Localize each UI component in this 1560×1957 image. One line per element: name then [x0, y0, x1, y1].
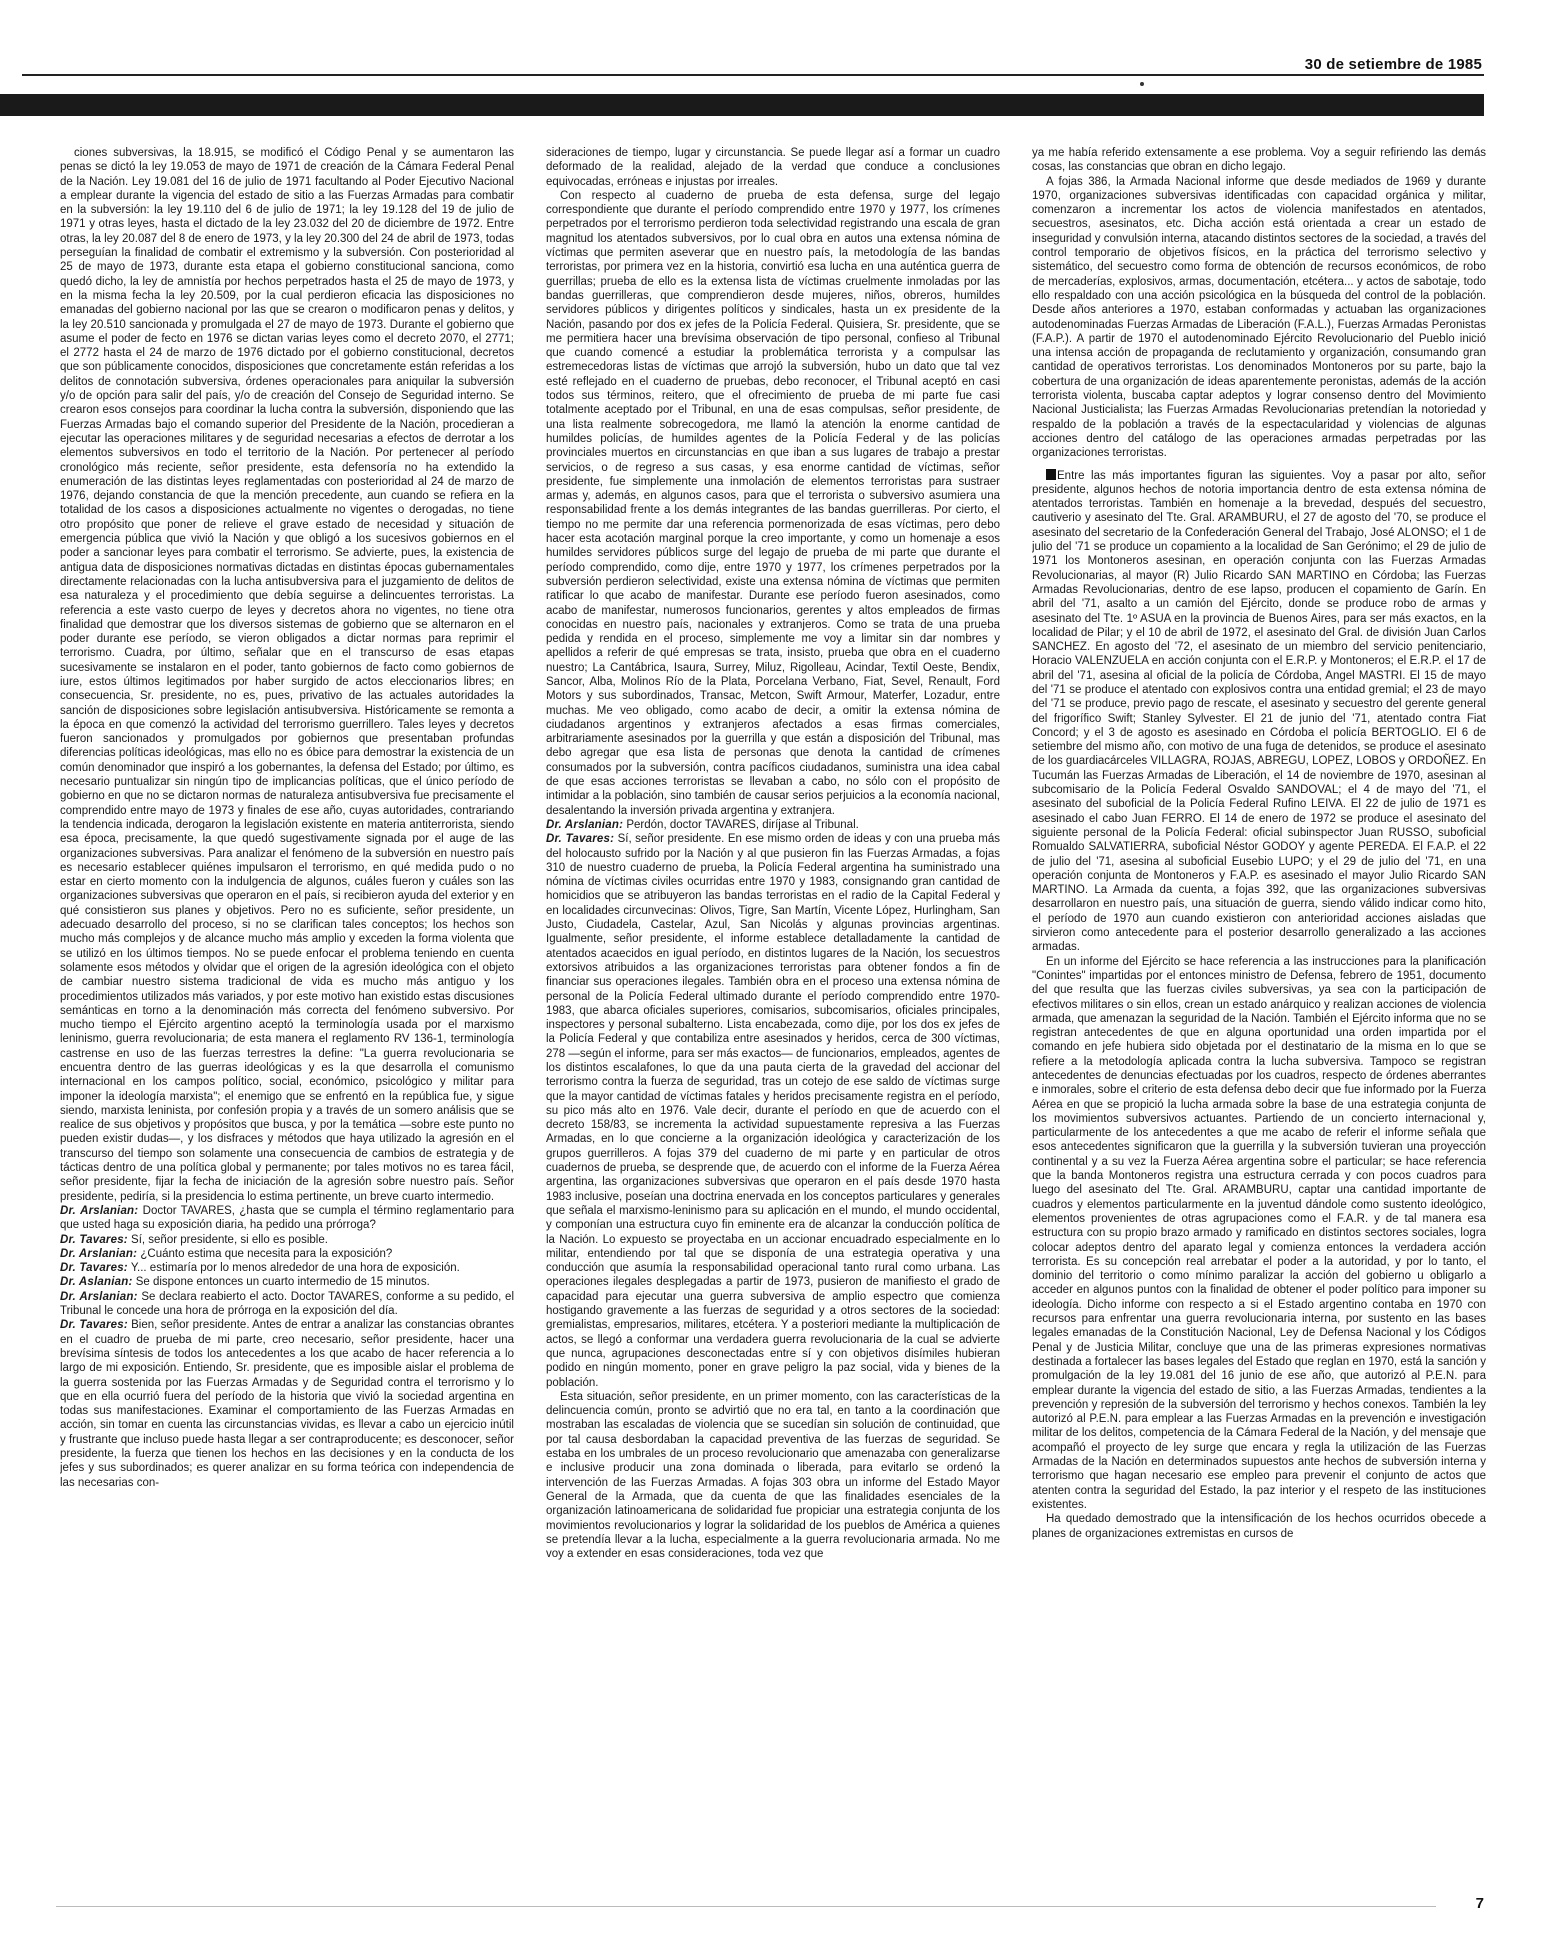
paragraph-text: Con respecto al cuaderno de prueba de esta defensa, surge del legajo correspondiente que durante el período comprendido entre 1970 y 1977, los crímenes perpetrados por el terrorismo perdieron toda selectividad registrando una escala de gran magnitud los atentados subversivos, por lo cual obra en autos una extensa nómina de víctimas que permiten aseverar que en nuestro país, la metodología de las bandas terroristas, por primera vez en la historia, convirtió esa lucha en una auténtica guerra de guerrillas; prueba de ello es la extensa lista de víctimas cruelmente inmoladas por las bandas guerrilleras, que comprendieron desde mujeres, niños, obreros, humildes servidores públicos y dirigentes políticos y sindicales, hasta un ex presidente de la Nación, pasando por dos ex jefes de la Policía Federal. Quisiera, Sr. presidente, que se me permitiera hacer una brevísima observación de tipo personal, confieso al Tribunal que cuando comencé a estudiar la problemática terrorista y a compulsar las estremecedoras listas de víctimas que arrojó la subversión, hubo un dato que tal vez esté reflejado en el cuaderno de pruebas, debo reconocer, el Tribunal aceptó en casi todos sus términos, reitero, que el ofrecimiento de prueba de mi parte fue casi totalmente aceptado por el Tribunal, en una de esas compulsas, señor presidente, de una lista realmente sobrecogedora, me llamó la atención la enorme cantidad de humildes policías, de humildes agentes de la Policía Federal y de las policías provinciales muertos en circunstancias en que iban a sus lugares de trabajo a prestar servicios, o de regreso a sus casas, y esa enorme cantidad de víctimas, señor presidente, fue simplemente una inmolación de elementos terroristas para sustraer armas y, además, en algunos casos, para que el terrorista o subversivo asumiera una responsabilidad frente a los demás integrantes de las bandas guerrilleras. Por cierto, el tiempo no me permite dar una referencia pormenorizada de esas víctimas, pero debo hacer esta acotación marginal porque la creo importante, y como un homenaje a esos humildes servidores públicos surge del legajo de prueba de mi parte que durante el período comprendido, como dije, entre 1970 y 1977, los crímenes perpetrados por la subversión perdieron selectividad, existe una extensa nómina de víctimas que permiten ratificar lo que acabo de manifestar. Durante ese período fueron asesinados, como acabo de manifestar, numerosos funcionarios, gerentes y altos empleados de firmas conocidas en nuestro país, nacionales y extranjeros. Como se trata de una prueba pedida y rendida en el proceso, simplemente me voy a limitar sin dar nombres y apellidos a referir de qué empresas se trata, insisto, prueba que obra en el cuaderno nuestro; La Cantábrica, Isaura, Surrey, Miluz, Rigolleau, Acindar, Textil Oeste, Bendix, Sancor, Alba, Molinos Río de la Plata, Porcelana Verbano, Fiat, Sevel, Renault, Ford Motors y sus subordinados, Transac, Metcon, Swift Armour, Materfer, Lozadur, entre muchas. Me veo obligado, como acabo de decir, a omitir la extensa nómina de ciudadanos argentinos y extranjeros afectados a esas firmas comerciales, arbitrariamente asesinados por la guerrilla y que están a disposición del Tribunal, mas debo agregar que esa lista de personas que denota la cantidad de crímenes consumados por la subversión, contra pacíficos ciudadanos, suministra una idea cabal de que esas acciones terroristas se llevaban a cabo, no sólo con el propósito de intimidar a la población, sino también de causar serios perjuicios a la economía nacional, desalentando la inversión privada argentina y extranjera.	[546, 189, 1000, 817]
text-paragraph	[546, 1390, 1000, 1562]
page-header	[0, 56, 1560, 126]
column-3	[1032, 146, 1486, 1886]
text-paragraph	[546, 189, 1000, 818]
dialogue-paragraph	[60, 1275, 514, 1289]
section-marker-icon	[1046, 469, 1056, 480]
dialogue-paragraph	[60, 1290, 514, 1319]
paragraph-text: Esta situación, señor presidente, en un primer momento, con las características de la delincuencia común, pronto se advirtió que no era tal, en tanto a la coordinación que mostraban las escaladas de violencia que se sucedían sin solución de continuidad, que por tal causa desbordaban la capacidad preventiva de las fuerzas de seguridad. Se estaba en los umbrales de un proceso revolucionario que amenazaba con generalizarse e inclusive producir una zona dominada o liberada, para evitarlo se ordenó la intervención de las Fuerzas Armadas. A fojas 303 obra un informe del Estado Mayor General de la Armada, que da cuenta de que las finalidades esenciales de la organización latinoamericana de solidaridad fue propiciar una estrategia conjunta de los movimientos revolucionarios y lograr la solidaridad de los pueblos de América a quienes se pretendía llevar a la lucha, especialmente a la guerra revolucionaria armada. No me voy a extender en esas consideraciones, toda vez que	[546, 1390, 1000, 1561]
text-paragraph	[1032, 146, 1486, 175]
paragraph-text: ¿Cuánto estima que necesita para la exposición?	[140, 1247, 393, 1260]
issue-date: 30 de setiembre de 1985	[1304, 56, 1482, 73]
header-dot	[1140, 82, 1144, 86]
header-bar	[0, 94, 1484, 116]
text-paragraph	[60, 146, 514, 1204]
paragraph-text: En un informe del Ejército se hace referencia a las instrucciones para la planificación "Conintes" impartidas por el entonces ministro de Defensa, febrero de 1951, documento del que resulta que las fuerzas civiles subversivas, ya sea con la participación de efectivos militares o sin ellos, crean un estado anárquico y realizan acciones de violencia armada, que amenazan la seguridad de la Nación. También el Ejército informa que no se registran antecedentes de que en alguna oportunidad una orden impartida por el comando en jefe hubiera sido objetada por el destinatario de la misma en lo que se refiere a la metodología aplicada contra la lucha subversiva. Tampoco se registran antecedentes de denuncias efectuadas por los cuadros, respecto de órdenes aberrantes e inmorales, sobre el criterio de esta defensa debo decir que fue informado por la Fuerza Aérea en que se propició la lucha armada sobre la base de una estrategia conjunta de los movimientos subversivos actuantes. Partiendo de un concierto internacional y, particularmente de los antecedentes a que me acabo de referir el informe señala que esos antecedentes significaron que la guerrilla y la subversión tuvieran una proyección continental y a su vez la Fuerza Aérea argentina sobre el particular; se hace referencia que la banda Montoneros registra una estructura cerrada y con pocos cuadros para luego del asesinato del Tte. Gral. ARAMBURU, captar una cantidad importante de cuadros y elementos particularmente en la juventud dándole como sustento ideológico, elementos provenientes de otras agrupaciones como el F.A.R. y de tal manera esa estructura con su propio brazo armado y ramificado en distintos sectores sociales, logra colocar adeptos dentro del aparato legal y comienza entonces la verdadera acción terrorista. Es su concepción real arrebatar el poder a la autoridad, y por lo tanto, el dominio del territorio o como mínimo paralizar la acción del gobierno u obligarlo a acceder en algunos puntos con la finalidad de obtener el poder político para imponer su ideología. Dicho informe con respecto a si el Estado argentino contaba en 1970 con recursos para enfrentar una guerra revolucionaria interna, por sustento en las bases legales emanadas de la Constitución Nacional, Ley de Defensa Nacional y los Códigos Penal y de Justicia Militar, concluye que una de las primeras expresiones normativas destinada a fortalecer las bases legales del Estado que reglan en 1970, está la sanción y promulgación de la ley 19.081 del 16 junio de ese año, que autorizó al P.E.N. para emplear durante la vigencia del estado de sitio, a las Fuerzas Armadas, tendientes a la prevención y represión de la subversión del terrorismo y hechos conexos. También la ley autorizó al P.E.N. para emplear a las Fuerzas Armadas en la prevención e investigación militar de los delitos, competencia de la Cámara Federal de la Nación, y del mensaje que acompañó el proyecto de ley surge que encara y regla la utilización de las Fuerzas Armadas de la Nación en determinados supuestos ante hechos de subversión interna y terrorismo que hagan necesario ese empleo para prevenir el conjunto de actos que atenten contra la seguridad del Estado, la paz interior y el respeto de las instituciones existentes.	[1032, 955, 1486, 1511]
paragraph-text: Y... estimaría por lo menos alrededor de una hora de exposición.	[130, 1262, 460, 1275]
paragraph-text: Bien, señor presidente. Antes de entrar a analizar las constancias obrantes en el cuadro de prueba de mi parte, creo necesario, señor presidente, hacer una brevísima síntesis de todos los antecedentes a los que acabo de hacer referencia a lo largo de mi exposición. Entiendo, Sr. presidente, que es imposible aislar el problema de la guerra sostenida por las Fuerzas Armadas y de Seguridad contra el terrorismo y lo que en ella ocurrió fuera del período de la historia que vivió la sociedad argentina en todas sus manifestaciones. Examinar el comportamiento de las Fuerzas Armadas en acción, sin tomar en cuenta las circunstancias vividas, es llevar a cabo un ejercicio inútil y frustrante que incluso puede hasta llegar a ser contraproducente; es desconocer, señor presidente, la fuerza que tienen los hechos en las decisiones y en la conducta de los jefes y sus subordinados; es querer analizar en su forma teórica con independencia de las necesarias con-	[60, 1319, 514, 1489]
text-paragraph	[1032, 175, 1486, 461]
speaker-name: Dr. Arslanian:	[60, 1204, 139, 1217]
paragraph-text: Doctor TAVARES, ¿hasta que se cumpla el término reglamentario para que usted haga su exposición diaria, ha pedido una prórroga?	[60, 1204, 514, 1232]
paragraph-text: Perdón, doctor TAVARES, diríjase al Tribunal.	[626, 818, 859, 831]
header-rule	[22, 74, 1484, 76]
paragraph-text: A fojas 386, la Armada Nacional informe que desde mediados de 1969 y durante 1970, organizaciones subversivas identificadas con capacidad orgánica y militar, comenzaron a incrementar los actos de violencia manifestados en atentados, secuestros, asesinatos, etc. Dicha acción está orientada a crear un estado de inseguridad y convulsión interna, atacando distintos sectores de la sociedad, a través del control temporario de objetivos físicos, en la práctica del terrorismo selectivo y sistemático, del secuestro como forma de obtención de recursos económicos, de robo de mercaderías, explosivos, armas, documentación, etcétera... y actos de sabotaje, todo ello respaldado con una acción psicológica en la búsqueda del control de la población. Desde años anteriores a 1970, estaban conformadas y actuaban las organizaciones autodenominadas Fuerzas Armadas de Liberación (F.A.L.), Fuerzas Armadas Peronistas (F.A.P.). A partir de 1970 el autodenominado Ejército Revolucionario del Pueblo inició una intensa acción de propaganda de reclutamiento y organización, consumando gran cantidad de operativos terroristas. Los denominados Montoneros por su parte, bajo la cobertura de una organización de ideas aparentemente peronistas, además de la acción terrorista violenta, buscaba captar adeptos y lograr consenso dentro del Movimiento Nacional Justicialista; las Fuerzas Armadas Revolucionarias pretendían la notoriedad y respaldo de la población a través de la espectacularidad y violencias de algunas acciones dentro del catálogo de las operaciones armadas perpetradas por las organizaciones terroristas.	[1032, 175, 1486, 460]
column-2	[546, 146, 1000, 1886]
text-paragraph	[546, 146, 1000, 189]
column-1	[60, 146, 514, 1886]
dialogue-paragraph	[60, 1233, 514, 1247]
speaker-name: Dr. Tavares:	[546, 833, 615, 846]
article-body	[60, 146, 1484, 1886]
text-paragraph	[1032, 1512, 1486, 1541]
page-number: 7	[1475, 1895, 1484, 1912]
paragraph-text: Entre las más importantes figuran las siguientes. Voy a pasar por alto, señor presidente, algunos hechos de notoria importancia dentro de esta extensa nómina de atentados terroristas. También en homenaje a la brevedad, después del secuestro, cautiverio y asesinato del Tte. Gral. ARAMBURU, el 27 de agosto del '70, se produce el asesinato del secretario de la Confederación General del Trabajo, José ALONSO; el 1 de julio del '71 se produce un copamiento a la localidad de San Gerónimo; el 29 de julio de 1971 los Montoneros asesinan, en operación conjunta con las Fuerzas Armadas Revolucionarias, al mayor (R) Julio Ricardo SAN MARTINO en Córdoba; las Fuerzas Armadas Revolucionarias, dentro de ese lapso, producen el copamiento de Garín. En abril del '71, asalto a un camión del Ejército, donde se produce robo de armas y asesinato del Tte. 1º ASUA en la provincia de Buenos Aires, para ser más exactos, en la localidad de Pilar; y el 10 de abril de 1972, el asesinato del Gral. de división Juan Carlos SANCHEZ. En agosto del '72, el asesinato de un miembro del servicio penitenciario, Horacio VALENZUELA en acción conjunta con el E.R.P. y Montoneros; el E.R.P. el 17 de abril del '71, asesina al oficial de la policía de Córdoba, Angel MASTRI. El 15 de mayo del '71 se produce el atentado con explosivos contra una entidad gremial; el 23 de mayo del '71 se produce, previo pago de rescate, el asesinato y secuestro del gerente general del frigorífico Swift; Stanley Sylvester. El 21 de junio del '71, atentado contra Fiat Concord; y el 3 de agosto es asesinado en Córdoba el policía BERTOGLIO. El 6 de setiembre del mismo año, con motivo de una fuga de detenidos, se produce el asesinato de los guardiacárceles VILLAGRA, ROJAS, ABREGU, LOPEZ, LOBOS y ORDOÑEZ. En Tucumán las Fuerzas Armadas de Liberación, el 14 de noviembre de 1970, asesinan al subcomisario de la Policía Federal Osvaldo SANDOVAL; el 4 de mayo del '71, el asesinato del suboficial de la Policía Federal Rufino LEIVA. El 22 de julio de 1971 es asesinado el cabo Juan FERRO. El 14 de enero de 1972 se produce el asesinato del siguiente personal de la Policía Federal: oficial subinspector Juan RUSSO, suboficial Romualdo SALVATIERRA, suboficial Néstor GODOY y agente PEREDA. El F.A.P. el 22 de julio del '71, asesina al suboficial Eusebio LUPO; y el 29 de julio del '71, en una operación conjunta de Montoneros y F.A.P. es asesinado el mayor Julio Ricardo SAN MARTINO. La Armada da cuenta, a fojas 392, que las organizaciones subversivas desarrollaron en nuestro país, una situación de guerra, siendo válido indicar como hito, el período de 1970 aun cuando existieron con anterioridad acciones aisladas que sirvieron como antecedente para el posterior desarrollo generalizado a las acciones armadas.	[1032, 469, 1486, 954]
paragraph-text: Sí, señor presidente. En ese mismo orden de ideas y con una prueba más del holocausto sufrido por la Nación y al que pusieron fin las Fuerzas Armadas, a fojas 310 de nuestro cuaderno de prueba, la Policía Federal argentina ha suministrado una nómina de víctimas civiles ocurridas entre 1970 y 1983, consignando gran cantidad de homicidios que se atribuyeron las bandas terroristas en el radio de la Capital Federal y en localidades circunvecinas: Olivos, Tigre, San Martín, Vicente López, Hurlingham, San Justo, Ciudadela, Castelar, Azul, San Nicolás y algunas provincias argentinas. Igualmente, señor presidente, el informe establece detalladamente la cantidad de atentados acaecidos en igual período, en distintos lugares de la Nación, los secuestros extorsivos atribuidos a las organizaciones terroristas para obtener fondos a fin de financiar sus operaciones ilegales. También obra en el proceso una extensa nómina de personal de la Policía Federal ultimado durante el período comprendido entre 1970-1983, que abarca oficiales superiores, comisarios, subcomisarios, oficiales principales, inspectores y personal subalterno. Lista encabezada, como dije, por los dos ex jefes de la Policía Federal y que contabiliza entre asesinados y heridos, cerca de 300 víctimas, 278 —según el informe, para ser más exactos— de funcionarios, empleados, agentes de los distintos escalafones, lo que da una pauta cierta de la gravedad del accionar del terrorismo contra la fuerza de seguridad, tras un cotejo de ese saldo de víctimas surge que la mayor cantidad de víctimas fatales y heridos precisamente registra en el período, su pico más alto en 1976. Vale decir, durante el período en que de acuerdo con el decreto 158/83, se incrementa la actividad supuestamente represiva a las Fuerzas Armadas, en lo que concierne a la organización ideológica y caracterización de los grupos guerrilleros. A fojas 379 del cuaderno de mi parte y en particular de otros cuadernos de prueba, se desprende que, de acuerdo con el informe de la Fuerza Aérea argentina, las organizaciones subversivas que operaron en el país desde 1970 hasta 1983 inclusive, poseían una doctrina enervada en los conceptos particulares y generales que señala el marxismo-leninismo para su aplicación en el mundo, el mundo occidental, y componían una estructura cuyo fin eminente era de alcanzar la conducción política de la Nación. Lo expuesto se proyectaba en un accionar encuadrado especialmente en lo militar, entendiendo por tal que se disponía de una estrategia operativa y una conducción que asumía la responsabilidad operacional tanto rural como urbana. Las operaciones ilegales desplegadas a partir de 1973, pusieron de manifiesto el grado de capacidad para ejecutar una guerra subversiva de amplio espectro que comienza hostigando gravemente a las fuerzas de seguridad y a otros sectores de la sociedad: gremialistas, empresarios, militares, etcétera. Y a posteriori mediante la multiplicación de actos, se llegó a conformar una verdadera guerra revolucionaria de la cual se advierte que nunca, agrupaciones desconectadas entre sí y con objetivos disímiles hubieran podido en ningún momento, poner en grave peligro la paz social, vida y bienes de la población.	[546, 833, 1000, 1389]
paragraph-text: ciones subversivas, la 18.915, se modificó el Código Penal y se aumentaron las penas se dictó la ley 19.053 de mayo de 1971 de creación de la Cámara Federal Penal de la Nación. Ley 19.081 del 16 de julio de 1971 facultando al Poder Ejecutivo Nacional a emplear durante la vigencia del estado de sitio a las Fuerzas Armadas para combatir en la subversión: la ley 19.110 del 6 de julio de 1971; la ley 19.128 del 19 de julio de 1971 y otras leyes, hasta el dictado de la ley 23.032 del 20 de diciembre de 1972. Entre otras, la ley 20.087 del 8 de enero de 1973, y la ley 20.300 del 24 de abril de 1973, todas perseguían la finalidad de combatir el extremismo y la subversión. Con posterioridad al 25 de mayo de 1973, durante esta etapa el gobierno constitucional sanciona, como quedó dicho, la ley de amnistía por hechos perpetrados hasta el 25 de mayo de 1973, y en la misma fecha la ley 20.509, por la cual perdieron eficacia las disposiciones no emanadas del gobierno nacional por las que se crearon o modificaron penas y delitos, y la ley 20.510 sancionada y promulgada el 27 de mayo de 1973. Durante el gobierno que asume el poder de fecto en 1976 se dictan varias leyes como el decreto 2070, el 2771; el 2772 hasta el 24 de marzo de 1976 dictado por el gobierno constitucional, decretos que son públicamente conocidos, disposiciones que concretamente están referidas a los delitos de connotación subversiva, órdenes operacionales para aniquilar la subversión y/o de opción para salir del país, y/o de creación del Consejo de Seguridad interno. Se crearon esos consejos para coordinar la lucha contra la subversión, disponiendo que las Fuerzas Armadas bajo el comando superior del Presidente de la Nación, procedieran a ejecutar las operaciones militares y de seguridad necesarias a efectos de derrotar a los elementos subversivos en todo el territorio de la Nación. Por pertenecer al período cronológico más reciente, señor presidente, esta defensoría no ha extendido la enumeración de las distintas leyes reglamentadas con posterioridad al 24 de marzo de 1976, dejando constancia de que la mención precedente, aun cuando se refiera en la totalidad de los casos a disposiciones actualmente no vigentes o derogadas, no tiene otro propósito que poner de relieve el grave estado de necesidad y situación de emergencia pública que vivió la Nación y que obligó a los sucesivos gobiernos en el poder a sancionar leyes para combatir el terrorismo. Se advierte, pues, la existencia de antigua data de disposiciones normativas dictadas en distintas épocas gubernamentales directamente relacionadas con la lucha antisubversiva para el juzgamiento de delitos de esa naturaleza y el procedimiento que debía seguirse a delincuentes terroristas. La referencia a este vasto cuerpo de leyes y decretos ahora no vigentes, no tiene otra finalidad que demostrar que los diversos sistemas de gobierno que se alternaron en el poder durante ese período, se vieron obligados a dictar normas para reprimir el terrorismo. Cuadra, por último, señalar que en el transcurso de esas etapas sucesivamente se instalaron en el poder, tanto gobiernos de facto como gobiernos de iure, estos últimos legitimados por haber surgido de actos eleccionarios libres; en consecuencia, Sr. presidente, no es, pues, privativo de las actuales autoridades la sanción de disposiciones sobre legislación antisubversiva. Históricamente se remonta a la época en que comenzó la actividad del terrorismo guerrillero. Tales leyes y decretos fueron sancionados y promulgados por gobiernos que presentaban profundas diferencias políticas ideológicas, mas ello no es óbice para demostrar la existencia de un común denominador que inspiró a los gobernantes, la defensa del Estado; por último, es necesario puntualizar sin ningún tipo de implicancias políticas, que el único período de gobierno en que no se dictaron normas de naturaleza antisubversiva fue precisamente el comprendido entre mayo de 1973 y finales de ese año, cuyas autoridades, contrariando la tendencia indicada, derogaron la legislación existente en materia antiterrorista, siendo esa época, precisamente, la que quedó sugestivamente signada por el auge de las organizaciones subversivas. Para analizar el fenómeno de la subversión en nuestro país es necesario establecer quiénes impulsaron el terrorismo, en qué medida pudo o no estar en cierto momento con la indulgencia de algunos, cuáles fueron y cuáles son las organizaciones subversivas que operaron en el país, si recibieron ayuda del exterior y en qué consistieron sus planes y objetivos. Pero no es suficiente, señor presidente, un adecuado desarrollo del proceso, si no se clarifican tales conceptos; los hechos son mucho más complejos y de alcance mucho más amplio y exceden la forma violenta que se utilizó en los últimos tiempos. No se puede enfocar el problema teniendo en cuenta solamente esos métodos y olvidar que el origen de la agresión ideológica con el objeto de cambiar nuestro sistema tradicional de vida es mucho más antiguo y los procedimientos utilizados más variados, y por este motivo han existido estas discusiones semánticas en torno a la denominación más correcta del fenómeno subversivo. Por mucho tiempo el Ejército argentino aceptó la terminología usada por el marxismo leninismo, guerra revolucionaria; de esta manera el reglamento RV 136-1, terminología castrense en uso de las fuerzas terrestres la define: "La guerra revolucionaria se encuentra dentro de las guerras ideológicas y es la que desarrolla el comunismo internacional en los campos político, social, económico, psicológico y militar para imponer la ideología marxista"; el enemigo que se enfrentó en la república fue, y sigue siendo, marxista leninista, por confesión propia y a través de un somero análisis que se realice de sus objetivos y propósitos que busca, y por la temática —sobre este punto no pueden existir dudas—, y los disfraces y métodos que haya utilizado la agresión en el transcurso del tiempo son solamente una consecuencia de cambios de estrategia y de tácticas dentro de una política global y permanente; por tales motivos no es tarea fácil, señor presidente, fijar la fecha de iniciación de la agresión sobre nuestro país. Señor presidente, pediría, si la presidencia lo estima pertinente, un breve cuarto intermedio.	[60, 147, 514, 1203]
dialogue-paragraph	[60, 1247, 514, 1261]
paragraph-text: Se dispone entonces un cuarto intermedio de 15 minutos.	[135, 1276, 430, 1289]
section-gap	[1032, 461, 1486, 469]
paragraph-text: ya me había referido extensamente a ese problema. Voy a seguir refiriendo las demás cosas, las constancias que obran en dicho legajo.	[1032, 147, 1486, 174]
text-paragraph	[1032, 955, 1486, 1513]
speaker-name: Dr. Aslanian:	[60, 1276, 133, 1289]
paragraph-text: Sí, señor presidente, si ello es posible.	[131, 1233, 328, 1246]
footer-rule	[56, 1906, 1436, 1907]
dialogue-paragraph	[60, 1261, 514, 1275]
paragraph-text: sideraciones de tiempo, lugar y circunstancia. Se puede llegar así a formar un cuadro deformado de la realidad, alejado de la verdad que conduce a conclusiones equivocadas, erróneas e injustas por irreales.	[546, 147, 1000, 188]
speaker-name: Dr. Tavares:	[60, 1262, 128, 1275]
speaker-name: Dr. Tavares:	[60, 1319, 128, 1332]
speaker-name: Dr. Arslanian:	[546, 818, 624, 831]
paragraph-text: Ha quedado demostrado que la intensificación de los hechos ocurridos obecede a planes de organizaciones extremistas en cursos de	[1032, 1513, 1486, 1540]
dialogue-paragraph	[546, 818, 1000, 832]
dialogue-paragraph	[60, 1318, 514, 1490]
speaker-name: Dr. Arslanian:	[60, 1247, 138, 1260]
dialogue-paragraph	[60, 1204, 514, 1233]
speaker-name: Dr. Tavares:	[60, 1233, 128, 1246]
dialogue-paragraph	[546, 832, 1000, 1390]
text-paragraph	[1032, 469, 1486, 955]
speaker-name: Dr. Arslanian:	[60, 1290, 138, 1303]
paragraph-text: Se declara reabierto el acto. Doctor TAVARES, conforme a su pedido, el Tribunal le concede una hora de prórroga en la exposición del día.	[60, 1290, 514, 1318]
